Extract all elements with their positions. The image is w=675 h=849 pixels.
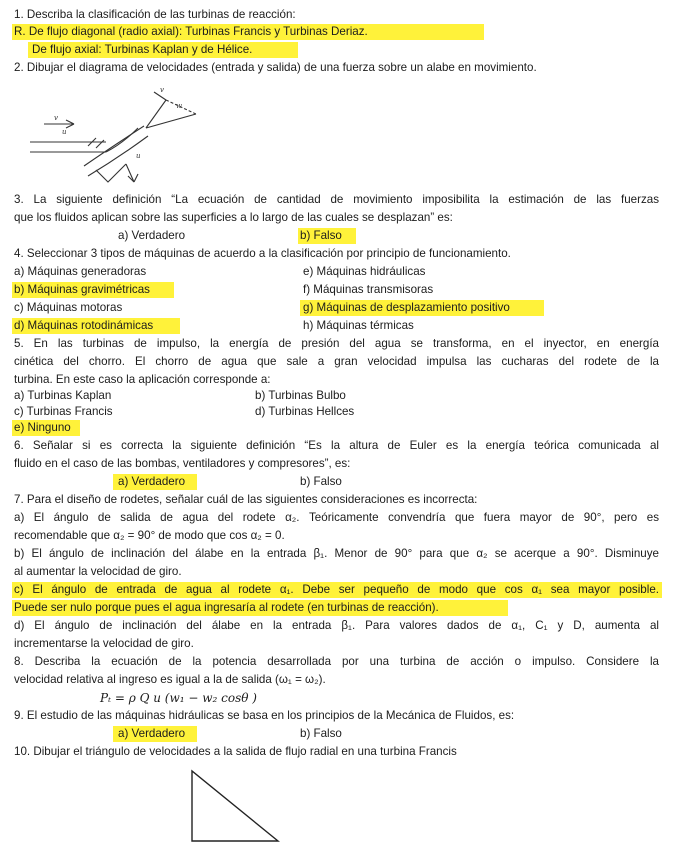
q6-line1: 6. Señalar si es correcta la siguiente definición “Es la altura de Euler es la energía teórica comunicada al [14,439,659,452]
q7-d-line2: incrementarse la velocidad de giro. [14,637,194,650]
q1-question: 1. Describa la clasificación de las turbinas de reacción: [14,8,296,21]
q6-option-a: a) Verdadero [118,475,186,488]
q4-option-h: h) Máquinas térmicas [303,319,414,332]
q2-question: 2. Dibujar el diagrama de velocidades (entrada y salida) de una fuerza sobre un alabe en movimiento. [14,61,537,74]
svg-text:u: u [136,152,141,160]
q5-option-c: c) Turbinas Francis [14,405,113,418]
q3-line1: 3. La siguiente definición “La ecuación de cantidad de movimiento imposibilita la estimación de las fuerzas [14,193,659,206]
q8-formula: Pₜ = ρ Q u (w₁ − w₂ cosθ ) [100,691,257,705]
q10-question: 10. Dibujar el triángulo de velocidades a la salida de flujo radial en una turbina Francis [14,745,457,758]
q4-question: 4. Seleccionar 3 tipos de máquinas de acuerdo a la clasificación por principio de funcionamiento. [14,247,511,260]
q5-option-b: b) Turbinas Bulbo [255,389,346,402]
q3-option-b: b) Falso [300,229,342,242]
svg-text:v: v [160,86,164,94]
q5-option-d: d) Turbinas Hellces [255,405,355,418]
velocity-triangle-sketch [190,765,290,845]
q1-answer-line2: De flujo axial: Turbinas Kaplan y de Hélice. [32,43,253,56]
q5-line3: turbina. En este caso la aplicación corresponde a: [14,373,271,386]
q3-option-a: a) Verdadero [118,229,186,242]
q5-line2: cinética del chorro. El chorro de agua que sale a gran velocidad impulsa las cucharas del rodete de la [14,355,659,368]
q4-option-a: a) Máquinas generadoras [14,265,147,278]
q5-option-e: e) Ninguno [14,421,71,434]
q1-answer-line1: R. De flujo diagonal (radio axial): Turbinas Francis y Turbinas Deriaz. [14,25,368,38]
blade-velocity-diagram [26,78,226,188]
q6-option-b: b) Falso [300,475,342,488]
q7-a-line2: recomendable que α₂ = 90° de modo que cos α₂ = 0. [14,529,285,542]
q9-option-b: b) Falso [300,727,342,740]
q4-option-c: c) Máquinas motoras [14,301,123,314]
svg-text:v: v [54,114,58,122]
q7-d-line1: d) El ángulo de inclinación del álabe en la entrada β₁. Para valores dados de α₁, C₁ y D, aumenta al [14,619,659,632]
q7-c-line1: c) El ángulo de entrada de agua al rodete α₁. Debe ser pequeño de modo que cos α₁ sea mayor posible. [14,583,659,596]
q4-option-g: g) Máquinas de desplazamiento positivo [303,301,510,314]
q5-line1: 5. En las turbinas de impulso, la energía de presión del agua se transforma, en el inyector, en energía [14,337,659,350]
q7-c-line2: Puede ser nulo porque pues el agua ingresaría al rodete (en turbinas de reacción). [14,601,439,614]
q3-line2: que los fluidos aplican sobre las superficies a lo largo de las cuales se desplazan” es: [14,211,453,224]
q9-option-a: a) Verdadero [118,727,186,740]
q6-line2: fluido en el caso de las bombas, ventiladores y compresores”, es: [14,457,351,470]
q8-line2: velocidad relativa al ingreso es igual a la de salida (ω₁ = ω₂). [14,673,326,686]
q8-line1: 8. Describa la ecuación de la potencia desarrollada por una turbina de acción o impulso. Considere la [14,655,659,668]
q7-question: 7. Para el diseño de rodetes, señalar cuál de las siguientes consideraciones es incorrecta: [14,493,478,506]
q9-question: 9. El estudio de las máquinas hidráulicas se basa en los principios de la Mecánica de Fluidos, es: [14,709,515,722]
q7-b-line1: b) El ángulo de inclinación del álabe en la entrada β₁. Menor de 90° para que α₂ se acerque a 90°. Disminuye [14,547,659,560]
q4-option-b: b) Máquinas gravimétricas [14,283,150,296]
q4-option-f: f) Máquinas transmisoras [303,283,434,296]
q7-a-line1: a) El ángulo de salida de agua del rodete α₂. Teóricamente convendría que fuera mayor de 90°, pero es [14,511,659,524]
q4-option-d: d) Máquinas rotodinámicas [14,319,154,332]
q4-option-e: e) Máquinas hidráulicas [303,265,426,278]
svg-text:u: u [62,128,67,136]
q5-option-a: a) Turbinas Kaplan [14,389,112,402]
q7-b-line2: al aumentar la velocidad de giro. [14,565,182,578]
svg-text:w: w [176,102,182,110]
